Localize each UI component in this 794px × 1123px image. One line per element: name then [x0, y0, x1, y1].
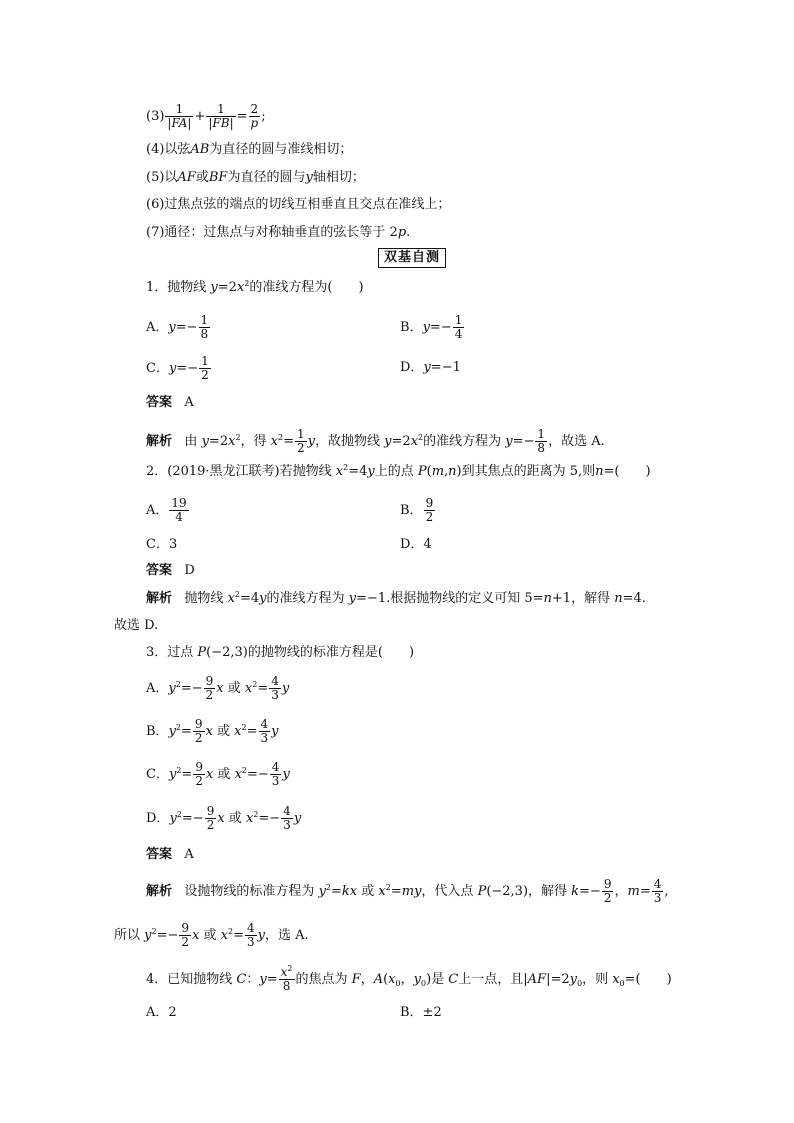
q1-option-b: B．y=− $\frac{1}{4}$	[400, 313, 463, 341]
fraction: $\frac{1}{2}$	[201, 354, 209, 382]
fraction: $\frac{9}{2}$	[195, 760, 203, 788]
fraction: $\frac{4}{3}$	[246, 921, 255, 949]
q1-option-a: A．y=− $\frac{1}{8}$	[146, 313, 209, 341]
property-7: (7)通径：过焦点与对称轴垂直的弦长等于 2p.	[146, 225, 411, 240]
fraction: $\frac{4}{3}$	[260, 717, 269, 745]
q3-option-b: B．$y^2=$ $\frac{9}{2}$ x 或 $x^2=$ $\frac{4}{3}$ y	[146, 717, 279, 745]
q2-option-a: A． $\frac{19}{4}$	[146, 496, 187, 524]
fraction: $\frac{4}{3}$	[271, 674, 279, 702]
q2-analysis: 解析 抛物线 $x^2=4y$的准线方程为 y=−1.根据抛物线的定义可知 5=n+1，解得 n=4.	[146, 590, 646, 606]
q1-analysis: 解析 由 $y=2x^2$，得 $x^2=$ $\frac{1}{2}$ y，故抛物线 $y=2x^2$的准线方程为 y=− $\frac{1}{8}$ ，故选 A.	[146, 427, 605, 455]
fraction: $\frac{9}{2}$	[206, 804, 215, 832]
property-5: (5)以AF或BF为直径的圆与y轴相切；	[146, 170, 365, 185]
fraction: $\frac{4}{3}$	[271, 760, 280, 788]
q1-answer: 答案 A	[146, 395, 194, 410]
q3-option-c: C．$y^2=$ $\frac{9}{2}$ x 或 $x^2=-$ $\frac{4}{3}$ y	[146, 760, 290, 788]
fraction: $\frac{9}{2}$	[425, 496, 434, 524]
q3-analysis-cont: 所以 $y^2=-$ $\frac{9}{2}$ x 或 $x^2=$ $\frac{4}{3}$ y，选 A.	[114, 921, 309, 949]
fraction: $\frac{1}{|FA|}$	[167, 102, 192, 130]
fraction: $\frac{9}{2}$	[603, 877, 612, 905]
question-3-stem: 3．过点 P(−2,3)的抛物线的标准方程是( )	[146, 645, 415, 660]
q2-analysis-cont: 故选 D.	[114, 618, 159, 633]
property-3: (3) $\frac{1}{|FA|}$ + $\frac{1}{|FB|}$ = $\frac{2}{p}$ ;	[146, 102, 266, 130]
question-2-stem: 2．(2019·黑龙江联考)若抛物线 $x^2=4y$上的点 P(m,n)到其焦点的距离为 5,则n=( )	[146, 463, 651, 479]
fraction: $\frac{x^2}{8}$	[280, 964, 293, 993]
q4-option-b: B．±2	[400, 1005, 442, 1020]
fraction: $\frac{9}{2}$	[205, 674, 214, 702]
fraction: $\frac{9}{2}$	[194, 717, 203, 745]
q1-option-c: C．y=− $\frac{1}{2}$	[146, 354, 209, 382]
q3-option-a: A．$y^2=-$ $\frac{9}{2}$ x 或 $x^2=$ $\frac{4}{3}$ y	[146, 674, 290, 702]
fraction: $\frac{4}{3}$	[653, 877, 662, 905]
section-title: 双基自测	[378, 248, 446, 268]
q1-option-d: D．y=−1	[400, 360, 461, 375]
question-1-stem: 1．抛物线 $y=2x^2$的准线方程为( )	[146, 279, 364, 295]
fraction: $\frac{1}{4}$	[454, 313, 463, 341]
q4-option-a: A．2	[146, 1005, 177, 1020]
q2-answer: 答案 D	[146, 563, 195, 578]
property-4: (4)以弦AB为直径的圆与准线相切；	[146, 142, 353, 157]
fraction: $\frac{1}{2}$	[297, 427, 305, 455]
q2-option-d: D．4	[400, 537, 432, 552]
fraction: $\frac{1}{8}$	[537, 427, 546, 455]
property-6: (6)过焦点弦的端点的切线互相垂直且交点在准线上；	[146, 197, 451, 212]
fraction: $\frac{1}{8}$	[200, 313, 209, 341]
fraction: $\frac{1}{|FB|}$	[208, 102, 234, 130]
fraction: $\frac{4}{3}$	[283, 804, 291, 832]
q3-analysis: 解析 设抛物线的标准方程为 $y^2=kx$ 或 $x^2=my$，代入点 P(−2,3)，解得 k=− $\frac{9}{2}$ ，m= $\frac{4}{3}$ ,	[146, 877, 669, 905]
q2-option-c: C．3	[146, 537, 178, 552]
q3-option-d: D．$y^2=-$ $\frac{9}{2}$ x 或 $x^2=-$ $\frac{4}{3}$ y	[146, 804, 302, 832]
q3-answer: 答案 A	[146, 847, 194, 862]
fraction: $\frac{9}{2}$	[181, 921, 190, 949]
fraction: $\frac{2}{p}$	[250, 102, 259, 130]
fraction: $\frac{19}{4}$	[171, 496, 187, 524]
q2-option-b: B． $\frac{9}{2}$	[400, 496, 434, 524]
question-4-stem: 4．已知抛物线 C：y= $\frac{x^2}{8}$ 的焦点为 F，$A(x_0$，$y_0$)是 C上一点，且$|AF|=2y_0$，则 $x_0=$( )	[146, 964, 672, 993]
